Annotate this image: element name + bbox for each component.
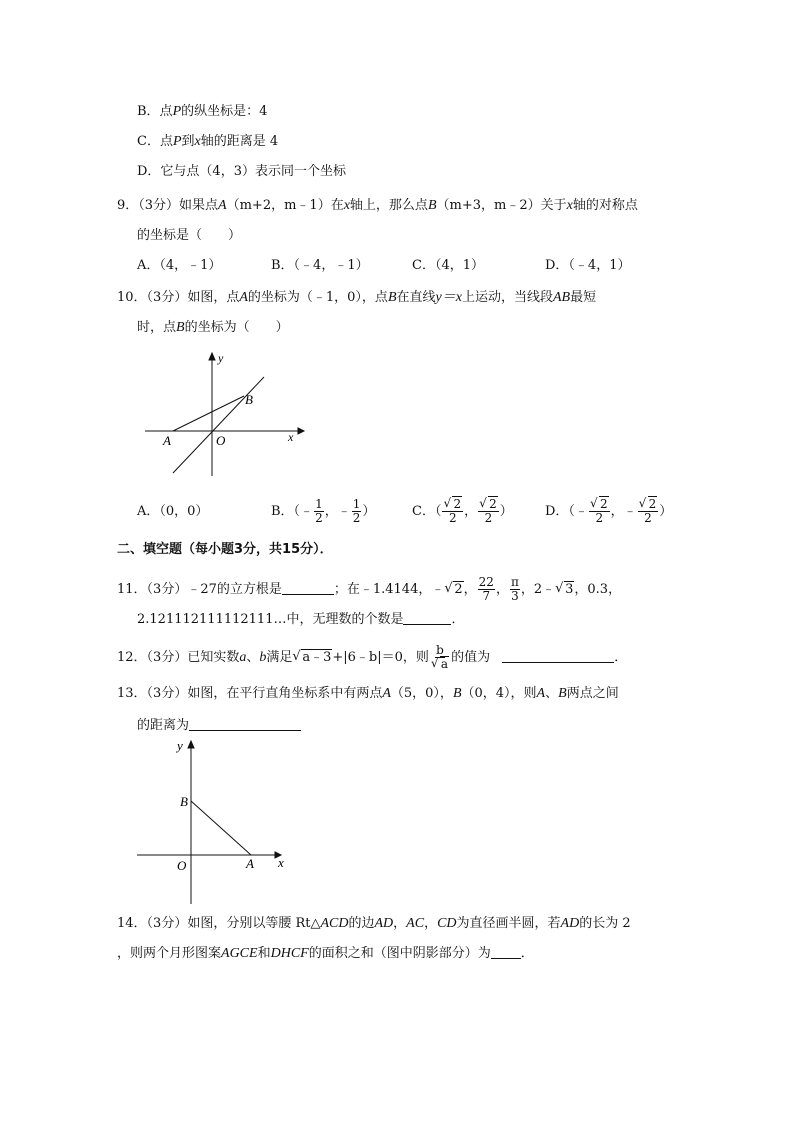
q8-option-c: C．点P到x轴的距离是 4: [137, 134, 279, 149]
point-b-label: B: [180, 794, 188, 809]
q10-stem-line2: 时，点B的坐标为（ ）: [137, 320, 289, 335]
q14-stem-line2: ，则两个月形图案AGCE和DHCF的面积之和（图中阴影部分）为 ．: [117, 946, 534, 961]
q13-stem: 13．（3分）如图，在平行直角坐标系中有两点A（5，0），B（0，4），则A、B两点之间: [117, 686, 619, 701]
q9-option-b: B．（﹣4，﹣1）: [271, 258, 369, 273]
y-axis-label: y: [177, 738, 183, 753]
q10-option-b: B．（﹣ $\frac{1}{2}$ ，﹣ $\frac{1}{2}$ ）: [271, 497, 376, 525]
x-axis-label: x: [288, 430, 294, 444]
q9-stem: 9．（3分）如果点A（m+2，m﹣1）在x轴上，那么点B（m+3，m﹣2）关于x轴的对称点: [117, 198, 638, 213]
q8-option-d: D．它与点（4，3）表示同一个坐标: [137, 164, 346, 179]
y-axis-arrow: [188, 741, 194, 748]
segment-ab: [191, 801, 251, 855]
q8-option-b: B．点P的纵坐标是：4: [137, 104, 268, 119]
q9-option-c: C．（4，1）: [412, 258, 484, 273]
q13-stem-line2: 的距离为: [137, 716, 301, 736]
q12-blank[interactable]: [502, 648, 614, 663]
origin-label: O: [216, 433, 226, 448]
x-axis-label: x: [278, 855, 284, 870]
point-a-label: A: [163, 433, 171, 448]
y-axis-label: y: [218, 351, 224, 365]
q9-stem-line2: 的坐标是（ ）: [137, 228, 242, 243]
q10-option-d: D．（﹣ √ $\frac{2}{2}$ ，﹣ √ $\frac{2}{2}$ ）: [545, 494, 672, 530]
x-axis-arrow: [298, 428, 304, 434]
y-axis-arrow: [209, 353, 215, 360]
q9-option-a: A．（4，﹣1）: [137, 258, 222, 273]
q13-figure: [135, 736, 295, 908]
q12-stem: 12．（3分）已知实数a、b满足√ a﹣3+|6﹣b|＝0，则 b √ a 的值为 ．: [117, 640, 627, 676]
q14-blank[interactable]: [491, 944, 521, 959]
point-b-label: B: [245, 392, 253, 407]
q13-blank[interactable]: [189, 716, 301, 731]
q11-blank-1[interactable]: [282, 580, 334, 595]
q10-option-c: C．（ √ $\frac{2}{2}$ ， √ $\frac{2}{2}$ ）: [412, 494, 513, 530]
q11-stem-line2: 2.121112111112111…中，无理数的个数是 ．: [137, 612, 465, 627]
q10-stem: 10．（3分）如图，点A的坐标为（﹣1，0），点B在直线y＝x上运动，当线段AB最短: [117, 290, 597, 305]
q11-blank-2[interactable]: [403, 610, 451, 625]
q10-option-a: A．（0，0）: [137, 504, 209, 519]
q11-stem: 11．（3分）﹣27的立方根是 ；在﹣1.4144，﹣√ 2， $\frac{22}{7}$ ， $\frac{\pi}{3}$ ，2﹣√ 3，0.3，: [117, 572, 621, 608]
section-heading-fill-in: 二、填空题（每小题3分，共15分）．: [117, 542, 333, 557]
segment-ab: [173, 396, 244, 431]
q10-figure: [140, 348, 310, 488]
q9-option-d: D．（﹣4，1）: [545, 258, 631, 273]
point-a-label: A: [246, 856, 254, 871]
origin-label: O: [177, 858, 187, 873]
q14-stem: 14．（3分）如图，分别以等腰 Rt△ACD的边AD，AC，CD为直径画半圆，若AD的长为 2: [117, 916, 631, 931]
